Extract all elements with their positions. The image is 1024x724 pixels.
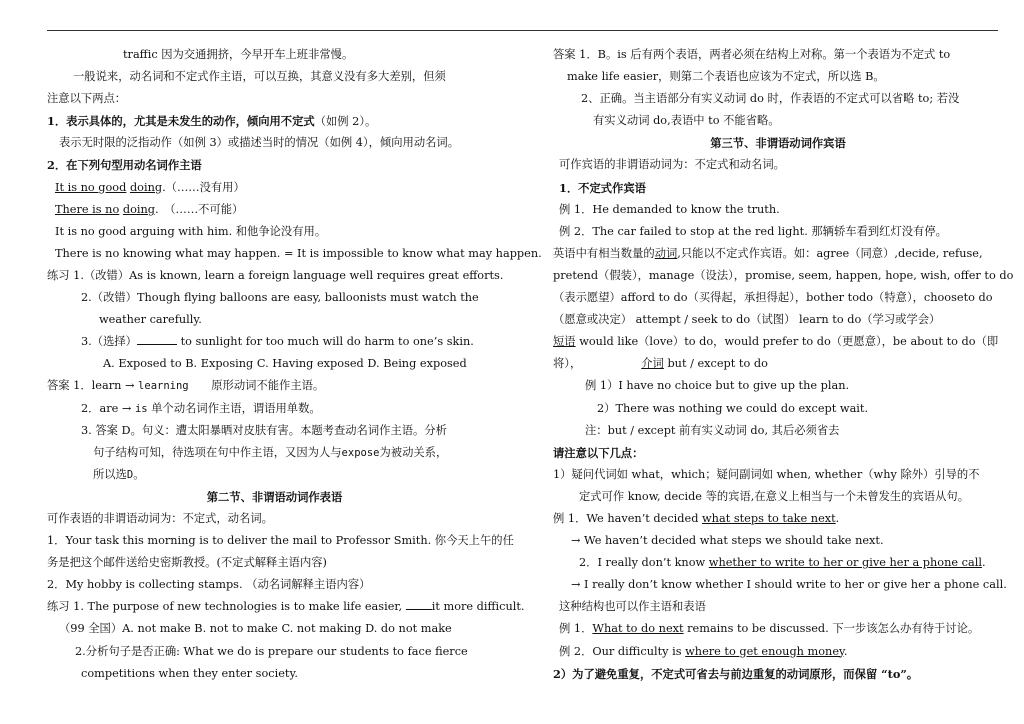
- underlined-text: It is no good: [55, 180, 127, 194]
- text-span: it more difficult.: [431, 600, 525, 614]
- text-line: pretend（假装），manage（设法），promise, seem, happen, hope, wish, offer to do: [553, 268, 1014, 282]
- underlined-text: doing: [122, 202, 156, 216]
- answer-line: 答案 1．B。is 后有两个表语，两者必须在结构上对称。第一个表语为不定式 to: [553, 48, 951, 61]
- text-span: 单个动名词作主语，谓语用单数。: [151, 401, 321, 415]
- text-span: 为被动关系，: [379, 445, 448, 459]
- text-span: 3.（选择）: [81, 335, 137, 349]
- underlined-text: 短语: [553, 335, 576, 349]
- example-line: 例 1．He demanded to know the truth.: [559, 202, 780, 216]
- arrow-icon: →: [571, 534, 581, 548]
- arrow-icon: →: [121, 401, 132, 415]
- answer-blank: [406, 609, 432, 610]
- pattern-line: [47, 177, 502, 199]
- arrow-icon: →: [124, 379, 135, 393]
- exercise-line: 2.分析句子是否正确: What we do is prepare our students to face fierce: [75, 644, 468, 658]
- answer-line: [47, 442, 502, 464]
- answer-line: make life easier，则第二个表语也应该为不定式，所以选 B。: [567, 70, 885, 84]
- example-line: 2．My hobby is collecting stamps. （动名词解释主语内容）: [47, 578, 371, 592]
- exercise-line: 练习 1.（改错）As is known, learn a foreign language well requires great efforts.: [47, 268, 504, 282]
- example-line: [553, 508, 1003, 530]
- example-line: There is no knowing what may happen. = It is impossible to know what may happen.: [55, 246, 542, 260]
- text-line: 表示无时限的泛指动作（如例 3）或描述当时的情况（如例 4），倾向用动名词。: [59, 136, 460, 150]
- notes-heading: 请注意以下几点：: [553, 445, 644, 460]
- mono-text: expose: [341, 446, 380, 459]
- section-2-title: 第二节、非谓语动词作表语: [206, 489, 343, 504]
- text-line: [553, 353, 1003, 375]
- underlined-text: doing: [129, 180, 163, 194]
- text-span: 所以选: [93, 467, 127, 481]
- text-line: 1）疑问代词如 what，which；疑问副词如 when, whether（why 除外）引导的不: [553, 467, 980, 481]
- underlined-text: 动词: [654, 246, 678, 260]
- exercise-line: weather carefully.: [99, 313, 202, 327]
- section-3-title: 第三节、非谓语动词作宾语: [710, 136, 846, 151]
- underlined-text: what steps to take next: [702, 511, 836, 525]
- point-1-heading: [47, 110, 502, 132]
- example-line: [553, 574, 1007, 596]
- example-line: 例 2．The car failed to stop at the red light. 那辆轿车看到红灯没有停。: [559, 224, 947, 238]
- text-span: . （……不可能）: [155, 202, 244, 216]
- text-span: 。: [133, 467, 145, 481]
- answer-line: 3. 答案 D。句义：遭太阳暴晒对皮肤有害。本题考查动名词作主语。分析: [81, 423, 447, 437]
- underlined-text: 介词: [641, 357, 664, 371]
- text-line: 一般说来，动名词和不定式作主语，可以互换，其意义没有多大差别，但须: [73, 70, 446, 84]
- text-line: traffic 因为交通拥挤，今早开车上班非常慢。: [123, 48, 354, 61]
- text-line: （愿意或决定） attempt / seek to do（试图） learn to do（学习或学会）: [553, 313, 941, 327]
- point-2-heading: 2）为了避免重复，不定式可省去与前边重复的动词原形，而保留 “to”。: [553, 666, 919, 681]
- text-span: 将），: [553, 357, 582, 371]
- text-span: I really don’t know whether I should write to her or give her a phone call.: [580, 578, 1007, 592]
- note-line: 注：but / except 前有实义动词 do, 其后必须省去: [585, 423, 840, 437]
- text-line: [553, 243, 1003, 265]
- text-span: .: [843, 644, 848, 658]
- answer-line: [47, 464, 502, 486]
- right-column: [553, 44, 1014, 685]
- text-span: 原形动词不能作主语。: [211, 379, 325, 393]
- text-line: [553, 331, 1003, 353]
- point-2-heading: 2．在下列句型用动名词作主语: [47, 158, 202, 173]
- text-span: 2．I really don’t know: [579, 556, 709, 570]
- example-line: 2）There was nothing we could do except wait.: [597, 401, 869, 415]
- answer-blank: [137, 344, 177, 345]
- text-span: 英语中有相当数量的: [553, 246, 655, 260]
- mono-text: is: [134, 402, 148, 415]
- text-span: 练习 1. The purpose of new technologies is to make life easier,: [47, 600, 406, 614]
- exercise-line: 2.（改错）Though flying balloons are easy, balloonists must watch the: [81, 291, 479, 305]
- text-line: 可作表语的非谓语动词为：不定式，动名词。: [47, 511, 273, 525]
- exercise-line: [47, 596, 525, 618]
- text-span: but / except to do: [663, 357, 768, 371]
- text-span: to sunlight for too much will do harm to one’s skin.: [180, 335, 474, 349]
- text-span: .（……没有用）: [162, 180, 245, 194]
- text-span: We haven’t decided what steps we should take next.: [580, 534, 884, 548]
- text-line: （表示愿望）afford to do（买得起，承担得起），bother todo（特意），chooseto do: [553, 291, 993, 305]
- text-span: remains to be discussed. 下一步该怎么办有待于讨论。: [683, 622, 980, 636]
- arrow-icon: →: [571, 578, 581, 592]
- text-line: 可作宾语的非谓语动词为：不定式和动名词。: [559, 158, 785, 172]
- point-1-bold: 1．表示具体的，尤其是未发生的动作，倾向用不定式: [47, 114, 315, 129]
- point-1-note: （如例 2）。: [314, 115, 377, 129]
- underlined-text: where to get enough money: [685, 644, 844, 658]
- underlined-text: There is no: [55, 202, 120, 216]
- text-span: .: [981, 556, 986, 570]
- example-line: [553, 641, 1003, 663]
- exercise-line: [47, 331, 502, 353]
- pattern-line: [47, 199, 502, 221]
- answer-line: [47, 375, 502, 397]
- text-span: .: [835, 511, 840, 525]
- example-line: 务是把这个邮件送给史密斯教授。(不定式解释主语内容): [47, 556, 327, 570]
- example-line: 例 1）I have no choice but to give up the plan.: [585, 379, 850, 393]
- example-line: It is no good arguing with him. 和他争论没有用。: [55, 224, 327, 238]
- mono-text: learning: [138, 380, 189, 393]
- text-line: 这种结构也可以作主语和表语: [559, 600, 706, 614]
- answer-line: 2、正确。当主语部分有实义动词 do 时，作表语的不定式可以省略 to; 若没: [581, 92, 960, 106]
- subsection-heading: 1．不定式作宾语: [559, 180, 646, 195]
- text-span: 例 1．: [559, 622, 593, 636]
- example-line: [553, 530, 1003, 552]
- answer-line: [47, 398, 502, 420]
- text-span: 例 2．Our difficulty is: [559, 644, 686, 658]
- left-column: [47, 44, 542, 685]
- choices-line: A. Exposed to B. Exposing C. Having exposed D. Being exposed: [103, 357, 467, 371]
- text-span: ,只能以不定式作宾语。如：agree（同意）,decide, refuse,: [677, 246, 983, 260]
- text-span: 答案 1．learn: [47, 379, 122, 393]
- text-span: would like（love）to do，would prefer to do（更愿意），be about to do（即: [575, 335, 999, 349]
- exercise-line: competitions when they enter society.: [81, 666, 298, 680]
- choices-line: （99 全国）A. not make B. not to make C. not making D. do not make: [59, 622, 452, 636]
- mono-text: D: [126, 468, 134, 481]
- underlined-text: whether to write to her or give her a phone call: [708, 556, 982, 570]
- text-span: 2．are: [81, 401, 119, 415]
- text-line: 定式可作 know, decide 等的宾语,在意义上相当与一个未曾发生的宾语从句。: [579, 489, 969, 503]
- underlined-text: What to do next: [592, 622, 684, 636]
- example-line: 1．Your task this morning is to deliver the mail to Professor Smith. 你今天上午的任: [47, 534, 514, 548]
- example-line: [553, 552, 1003, 574]
- text-span: 句子结构可知，待选项在句中作主语，又因为人与: [93, 445, 342, 459]
- header-rule: [47, 30, 998, 31]
- example-line: [553, 618, 1003, 640]
- answer-line: 有实义动词 do,表语中 to 不能省略。: [593, 114, 780, 128]
- text-span: 例 1．We haven’t decided: [553, 511, 703, 525]
- text-line: 注意以下两点：: [47, 92, 127, 106]
